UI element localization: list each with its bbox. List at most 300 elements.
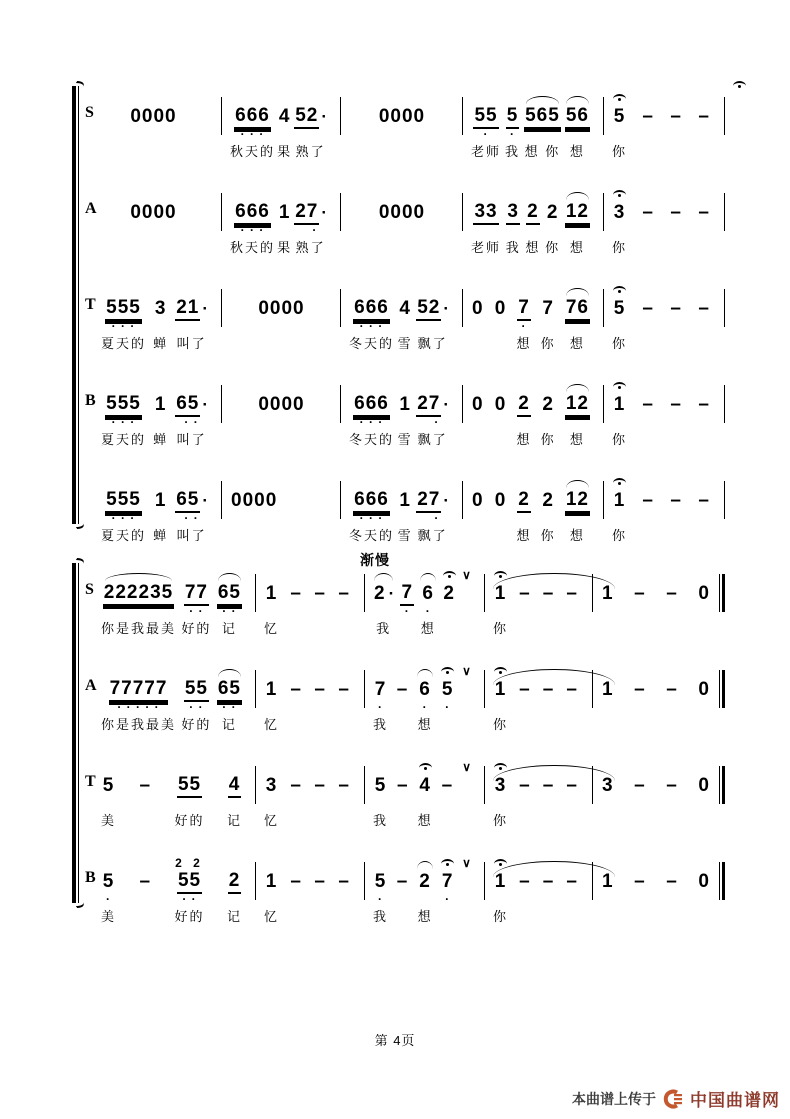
lyric: 你 [493, 621, 509, 636]
note-group [524, 90, 561, 159]
note-value: 55 [177, 774, 202, 798]
tempo-marking: 渐慢 [360, 552, 390, 568]
note-top-marks [641, 90, 655, 104]
lyric [645, 333, 651, 351]
note-top-marks [471, 90, 501, 104]
note-value: 2 [374, 583, 386, 604]
note-value: – [542, 775, 555, 796]
note-group [633, 567, 647, 636]
octave-dots [282, 226, 286, 235]
note-top-marks [398, 378, 413, 392]
note-top-marks [494, 282, 508, 296]
note-value: – [670, 106, 682, 127]
note-value: 77777 [109, 678, 169, 702]
lyric [673, 333, 679, 351]
octave-dots [476, 322, 480, 331]
note-group [471, 90, 501, 159]
note-group [373, 663, 388, 732]
note-value: 4 [228, 774, 242, 798]
octave-dots [522, 514, 526, 523]
note-value: – [634, 775, 646, 796]
lyric: 记 [226, 909, 242, 924]
octave-dots [342, 703, 346, 712]
measures-row [85, 282, 740, 351]
measures-row [85, 90, 740, 159]
lyric [673, 429, 679, 447]
note-top-marks [396, 759, 410, 773]
note-value: 5 [613, 106, 626, 127]
slur-icon [374, 573, 393, 581]
note-value: – [441, 775, 454, 796]
fermata-icon [613, 94, 626, 104]
augmentation-dot: · [202, 491, 208, 510]
lyric [637, 714, 643, 732]
note-top-marks [441, 759, 455, 773]
note-value: 1 [494, 871, 507, 892]
note-group [349, 282, 394, 351]
note-group [264, 759, 279, 828]
octave-dots [606, 895, 610, 904]
lyric: 我 [373, 717, 389, 732]
note-top-marks [565, 90, 590, 104]
octave-dots: · [404, 604, 410, 618]
barline [724, 481, 725, 519]
note-value: 666 [353, 297, 390, 321]
final-barline-thick [722, 670, 725, 708]
lyric: 美 [101, 813, 117, 828]
lyric: 你是我最美 [101, 621, 177, 636]
octave-dots [670, 703, 674, 712]
lyric: 想 [420, 621, 436, 636]
lyric: 你 [612, 144, 628, 159]
note-value: 2 [546, 202, 559, 223]
note-group [101, 855, 116, 924]
lyric [673, 141, 679, 159]
note-top-marks [669, 90, 683, 104]
note-group [669, 474, 683, 543]
lyric [569, 618, 575, 636]
note-value: 5 [506, 105, 520, 129]
lyric: 我 [373, 813, 389, 828]
note-value: 666 [234, 105, 271, 129]
note-top-marks [471, 474, 485, 488]
note-value: 12 [565, 393, 590, 417]
lyric: 冬天的 [349, 432, 395, 447]
note-top-marks [665, 663, 679, 677]
lyric: 你 [540, 528, 556, 543]
note-value: 27 [416, 489, 441, 513]
augmentation-dot: · [202, 395, 208, 414]
system-2 [72, 552, 740, 951]
lyric [293, 810, 299, 828]
note-group [418, 759, 433, 828]
final-barline-thick [722, 862, 725, 900]
augmentation-dot: · [443, 299, 449, 318]
slur-icon [417, 669, 433, 677]
measure [604, 282, 725, 351]
measure [365, 855, 485, 924]
octave-dots: · · [182, 892, 197, 906]
lyric [399, 141, 405, 159]
note-group [697, 378, 711, 447]
octave-dots: · [378, 700, 383, 714]
measure [341, 282, 463, 351]
lyric [293, 714, 299, 732]
score-row [72, 282, 740, 352]
note-value: 5 [441, 679, 454, 700]
note-value: – [670, 202, 682, 223]
note-top-marks [697, 378, 711, 392]
note-group [289, 855, 303, 924]
octave-dots [546, 799, 550, 808]
octave-dots [617, 226, 621, 235]
note-top-marks [641, 282, 655, 296]
note-value: 55 [177, 870, 202, 894]
note-value: 1 [494, 679, 507, 700]
note-group [277, 90, 292, 159]
note-value: 2 [517, 393, 531, 417]
note-top-marks [471, 282, 485, 296]
note-value: 0000 [378, 106, 426, 127]
note-value: – [634, 583, 646, 604]
note-top-marks [264, 759, 279, 773]
note-value: 56 [565, 105, 590, 129]
note-top-marks [565, 282, 590, 296]
octave-dots: · · [222, 604, 237, 618]
note-group [277, 186, 292, 255]
note-value: 4 [399, 298, 411, 319]
lyric [293, 906, 299, 924]
octave-dots: · · · [359, 319, 384, 333]
lyric: 你 [493, 717, 509, 732]
octave-dots [269, 607, 273, 616]
measure [85, 567, 256, 636]
lyric [546, 714, 552, 732]
note-value: 3 [494, 775, 507, 796]
note-group [264, 663, 279, 732]
octave-dots [158, 514, 162, 523]
page-number: 第 4页 [374, 1033, 416, 1048]
lyric [701, 237, 707, 255]
note-group [633, 759, 647, 828]
note-value: – [698, 490, 710, 511]
note-group [289, 663, 303, 732]
lyric: 想 [516, 336, 532, 351]
note-value: – [290, 871, 302, 892]
note-group [175, 474, 208, 543]
note-top-marks [175, 855, 205, 869]
note-top-marks [175, 759, 205, 773]
note-group [641, 90, 655, 159]
slur-icon [420, 573, 436, 581]
note-group [633, 855, 647, 924]
note-value: 52 [416, 297, 441, 321]
note-top-marks [257, 378, 305, 392]
note-group [396, 663, 410, 732]
lyric: 记 [221, 621, 237, 636]
note-value: – [698, 298, 710, 319]
note-group [612, 378, 627, 447]
note-group [493, 567, 508, 636]
note-group [462, 663, 471, 732]
augmentation-dot: · [202, 299, 208, 318]
note-top-marks [669, 186, 683, 200]
measure [341, 474, 463, 543]
lyric [445, 714, 451, 732]
note-value: – [670, 490, 682, 511]
lyric [605, 906, 611, 924]
octave-dots [570, 895, 574, 904]
note-value: 21 [175, 297, 200, 321]
barline [724, 193, 725, 231]
lyric [701, 333, 707, 351]
note-group [541, 282, 556, 351]
octave-dots [279, 418, 283, 427]
note-top-marks [396, 663, 410, 677]
note-value: 33 [473, 201, 498, 225]
octave-dots [531, 226, 535, 235]
note-group [525, 186, 540, 255]
note-top-marks [697, 282, 711, 296]
note-top-marks [505, 90, 520, 104]
lyric: 你 [612, 240, 628, 255]
note-group [471, 186, 501, 255]
note-group [441, 855, 455, 924]
note-top-marks [289, 663, 303, 677]
divisi-notes: 2 2 [175, 856, 204, 870]
system-1 [72, 90, 740, 570]
note-value: 555 [105, 297, 142, 321]
octave-dots: · [106, 892, 111, 906]
note-group [378, 186, 426, 255]
octave-dots: · · · [240, 223, 265, 237]
lyric: 想 [417, 813, 433, 828]
octave-dots [646, 418, 650, 427]
note-top-marks [337, 663, 351, 677]
lyric: 夏天的 [101, 336, 147, 351]
octave-dots [403, 322, 407, 331]
quyipu-logo-icon [663, 1089, 683, 1109]
note-top-marks [416, 474, 449, 488]
lyric: 忆 [264, 909, 280, 924]
note-value: 1 [613, 490, 626, 511]
measure [85, 186, 222, 255]
augmentation-dot: · [321, 203, 327, 222]
note-value: – [670, 298, 682, 319]
note-top-marks [665, 759, 679, 773]
note-top-marks [669, 378, 683, 392]
note-group [493, 663, 508, 732]
note-group [378, 90, 426, 159]
note-value: – [566, 679, 578, 700]
note-group [153, 378, 168, 447]
lyric: 夏天的 [101, 432, 147, 447]
note-group [230, 186, 275, 255]
octave-dots [523, 895, 527, 904]
measure [85, 378, 222, 447]
lyric [142, 906, 148, 924]
note-top-marks [289, 567, 303, 581]
note-value: 1 [494, 583, 507, 604]
fermata-icon [613, 478, 626, 488]
lyric [293, 618, 299, 636]
lyric: 冬天的 [349, 528, 395, 543]
octave-dots [158, 322, 162, 331]
lyric: 夏天的 [101, 528, 147, 543]
note-value: – [566, 583, 578, 604]
octave-dots [294, 799, 298, 808]
octave-dots [617, 130, 621, 139]
octave-dots [464, 703, 468, 712]
note-group [313, 759, 327, 828]
note-group [313, 663, 327, 732]
octave-dots [670, 799, 674, 808]
lyric [701, 429, 707, 447]
note-value: 65 [217, 678, 242, 702]
octave-dots [143, 895, 147, 904]
octave-dots: · [425, 511, 440, 525]
octave-dots [546, 607, 550, 616]
note-group [697, 567, 711, 636]
note-top-marks [697, 567, 711, 581]
note-value: – [666, 679, 678, 700]
octave-dots [476, 418, 480, 427]
octave-dots [400, 226, 404, 235]
note-value: – [642, 394, 654, 415]
lyric: 我 [376, 621, 392, 636]
note-value: 6 [422, 583, 434, 604]
note-top-marks [633, 663, 647, 677]
octave-dots [646, 322, 650, 331]
lyric [637, 906, 643, 924]
lyric [645, 525, 651, 543]
octave-dots [464, 799, 468, 808]
note-group [612, 186, 627, 255]
note-top-marks [138, 759, 152, 773]
lyric: 我 [505, 240, 521, 255]
note-group [697, 759, 711, 828]
note-group [101, 378, 146, 447]
note-group [175, 855, 205, 924]
note-top-marks [230, 90, 275, 104]
note-top-marks [612, 186, 627, 200]
note-group [396, 759, 410, 828]
note-top-marks [633, 855, 647, 869]
lyric: 忆 [264, 813, 280, 828]
note-top-marks [175, 282, 208, 296]
part-label: S [85, 104, 94, 121]
note-top-marks [264, 855, 279, 869]
note-group [601, 663, 615, 732]
lyric [279, 333, 285, 351]
note-group [442, 567, 456, 636]
note-top-marks [417, 663, 433, 677]
note-group [633, 663, 647, 732]
augmentation-dot: · [388, 584, 395, 603]
note-group [612, 90, 627, 159]
lyric [475, 333, 481, 351]
lyric: 飘了 [417, 432, 448, 447]
slur-icon [105, 573, 173, 581]
note-value: – [698, 202, 710, 223]
lyric: 忆 [264, 621, 280, 636]
note-top-marks [373, 759, 388, 773]
score-row [72, 378, 740, 448]
octave-dots: · [378, 892, 383, 906]
note-group [565, 378, 590, 447]
lyric: 你 [612, 336, 628, 351]
octave-dots [318, 607, 322, 616]
lyric: 想 你 [524, 144, 561, 159]
measure [604, 378, 725, 447]
slur-icon [566, 480, 589, 488]
note-top-marks [230, 186, 275, 200]
measures-row [85, 567, 740, 636]
lyric [445, 906, 451, 924]
note-top-marks [101, 567, 176, 581]
octave-dots [269, 895, 273, 904]
lyric [701, 525, 707, 543]
lyric [673, 525, 679, 543]
note-group [175, 759, 205, 828]
note-value: 0 [698, 583, 710, 604]
octave-dots: · [483, 127, 489, 141]
lyric [498, 333, 504, 351]
note-group [217, 567, 242, 636]
measure [85, 90, 222, 159]
note-value: 6 [419, 679, 431, 700]
lyric: 果 [277, 144, 293, 159]
octave-dots [606, 703, 610, 712]
octave-dots [646, 514, 650, 523]
octave-dots [638, 703, 642, 712]
note-group [601, 855, 615, 924]
measures-row [85, 759, 740, 828]
lyric: 叫了 [176, 336, 207, 351]
note-group [101, 282, 146, 351]
final-barline-thick [722, 766, 725, 804]
note-top-marks [697, 855, 711, 869]
note-value: 65 [175, 489, 200, 513]
barline [724, 385, 725, 423]
lyric: 想 [516, 432, 532, 447]
note-value: 3 [265, 775, 278, 796]
final-barline-thin [719, 574, 720, 612]
watermark-prefix: 本曲谱上传于 [572, 1090, 656, 1107]
lyric [400, 906, 406, 924]
note-group [417, 855, 433, 924]
lyric: 老师 [471, 240, 502, 255]
octave-dots [575, 514, 579, 523]
lyric: 好的 [174, 813, 205, 828]
note-top-marks [230, 474, 278, 488]
lyric: 蝉 [153, 528, 169, 543]
note-value: – [666, 583, 678, 604]
note-value: – [290, 679, 302, 700]
note-value: 7 [517, 297, 531, 321]
note-value: – [666, 775, 678, 796]
note-value: 666 [353, 393, 390, 417]
measure [365, 567, 485, 636]
measure [222, 474, 341, 543]
note-group [230, 90, 275, 159]
note-top-marks [337, 567, 351, 581]
note-value: 1 [154, 394, 167, 415]
measure [222, 186, 341, 255]
note-group [289, 759, 303, 828]
note-top-marks [506, 186, 521, 200]
note-top-marks [153, 282, 168, 296]
